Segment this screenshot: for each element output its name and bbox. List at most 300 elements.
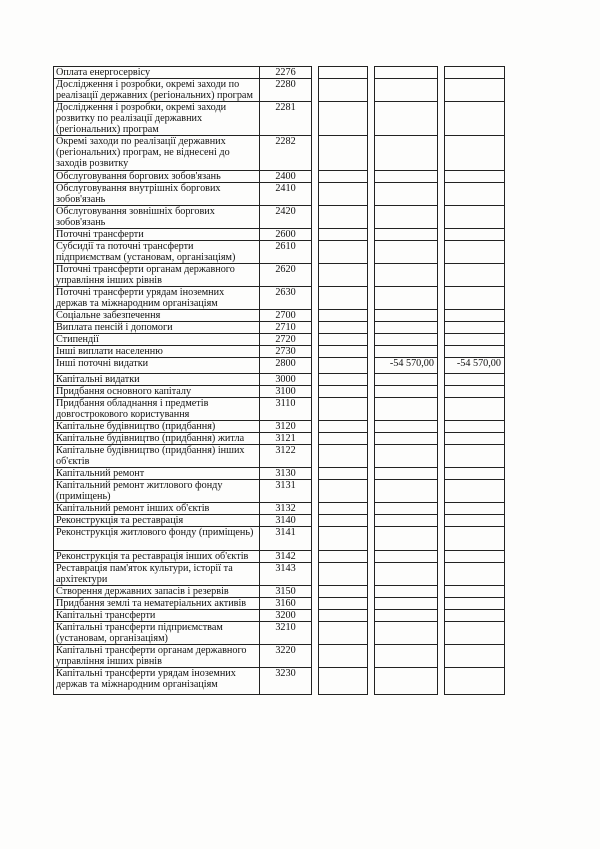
column-gap bbox=[368, 358, 375, 374]
amount-cell-1 bbox=[319, 421, 368, 433]
amount-cell-1 bbox=[319, 264, 368, 287]
column-gap bbox=[368, 598, 375, 610]
expense-code-cell: 3000 bbox=[260, 374, 312, 386]
expense-code-cell: 2420 bbox=[260, 206, 312, 229]
table-row bbox=[54, 136, 505, 171]
expense-name-cell: Поточні трансферти bbox=[54, 229, 260, 241]
column-gap bbox=[368, 445, 375, 468]
expense-code-cell: 3110 bbox=[260, 398, 312, 421]
amount-cell-2 bbox=[375, 503, 438, 515]
amount-cell-1 bbox=[319, 102, 368, 136]
column-gap bbox=[438, 102, 445, 136]
column-gap bbox=[438, 468, 445, 480]
expense-name-cell: Поточні трансферти органам державного управління інших рівнів bbox=[54, 264, 260, 287]
amount-cell-3 bbox=[445, 322, 505, 334]
column-gap bbox=[368, 183, 375, 206]
amount-cell-2 bbox=[375, 310, 438, 322]
column-gap bbox=[368, 480, 375, 503]
amount-cell-3 bbox=[445, 310, 505, 322]
expense-code-cell: 3121 bbox=[260, 433, 312, 445]
expense-code-cell: 2700 bbox=[260, 310, 312, 322]
amount-cell-2 bbox=[375, 67, 438, 79]
expense-name-cell: Капітальне будівництво (придбання) житла bbox=[54, 433, 260, 445]
amount-cell-3 bbox=[445, 668, 505, 695]
expense-name-cell: Соціальне забезпечення bbox=[54, 310, 260, 322]
amount-cell-3 bbox=[445, 241, 505, 264]
expense-code-cell: 2610 bbox=[260, 241, 312, 264]
amount-cell-1 bbox=[319, 503, 368, 515]
amount-cell-1 bbox=[319, 229, 368, 241]
amount-cell-2 bbox=[375, 241, 438, 264]
column-gap bbox=[368, 346, 375, 358]
expense-name-cell: Обслуговування зовнішніх боргових зобов'язань bbox=[54, 206, 260, 229]
expense-code-cell: 3131 bbox=[260, 480, 312, 503]
expense-name-cell: Придбання основного капіталу bbox=[54, 386, 260, 398]
amount-cell-1 bbox=[319, 645, 368, 668]
expense-name-cell: Створення державних запасів і резервів bbox=[54, 586, 260, 598]
amount-cell-1 bbox=[319, 241, 368, 264]
table-row bbox=[54, 374, 505, 386]
column-gap bbox=[312, 503, 319, 515]
column-gap bbox=[438, 229, 445, 241]
expense-name-cell: Реконструкція та реставрація bbox=[54, 515, 260, 527]
column-gap bbox=[368, 610, 375, 622]
column-gap bbox=[312, 229, 319, 241]
column-gap bbox=[438, 586, 445, 598]
column-gap bbox=[312, 374, 319, 386]
table-row bbox=[54, 241, 505, 264]
amount-cell-3: -54 570,00 bbox=[445, 358, 505, 374]
expense-code-cell: 2400 bbox=[260, 171, 312, 183]
amount-cell-1 bbox=[319, 287, 368, 310]
expense-code-cell: 2276 bbox=[260, 67, 312, 79]
column-gap bbox=[368, 171, 375, 183]
table-row bbox=[54, 527, 505, 551]
expense-code-cell: 3150 bbox=[260, 586, 312, 598]
column-gap bbox=[368, 515, 375, 527]
amount-cell-3 bbox=[445, 102, 505, 136]
column-gap bbox=[312, 79, 319, 102]
amount-cell-1 bbox=[319, 386, 368, 398]
amount-cell-1 bbox=[319, 136, 368, 171]
amount-cell-3 bbox=[445, 67, 505, 79]
column-gap bbox=[368, 645, 375, 668]
column-gap bbox=[438, 445, 445, 468]
column-gap bbox=[368, 668, 375, 695]
expense-name-cell: Дослідження і розробки, окремі заходи по реалізації державних (регіональних) програм bbox=[54, 79, 260, 102]
expense-name-cell: Інші поточні видатки bbox=[54, 358, 260, 374]
column-gap bbox=[438, 622, 445, 645]
column-gap bbox=[438, 79, 445, 102]
amount-cell-1 bbox=[319, 310, 368, 322]
amount-cell-3 bbox=[445, 433, 505, 445]
column-gap bbox=[438, 515, 445, 527]
column-gap bbox=[312, 287, 319, 310]
amount-cell-2 bbox=[375, 287, 438, 310]
column-gap bbox=[438, 346, 445, 358]
expense-name-cell: Реставрація пам'яток культури, історії та архітектури bbox=[54, 563, 260, 586]
column-gap bbox=[312, 586, 319, 598]
amount-cell-1 bbox=[319, 79, 368, 102]
amount-cell-1 bbox=[319, 171, 368, 183]
expense-name-cell: Капітальне будівництво (придбання) bbox=[54, 421, 260, 433]
amount-cell-3 bbox=[445, 374, 505, 386]
column-gap bbox=[368, 386, 375, 398]
column-gap bbox=[438, 136, 445, 171]
table-row bbox=[54, 346, 505, 358]
table-row bbox=[54, 398, 505, 421]
expense-name-cell: Обслуговування внутрішніх боргових зобов'язань bbox=[54, 183, 260, 206]
expense-name-cell: Оплата енергосервісу bbox=[54, 67, 260, 79]
amount-cell-2 bbox=[375, 322, 438, 334]
expense-code-cell: 3143 bbox=[260, 563, 312, 586]
column-gap bbox=[312, 515, 319, 527]
amount-cell-3 bbox=[445, 563, 505, 586]
amount-cell-2 bbox=[375, 183, 438, 206]
table-row bbox=[54, 468, 505, 480]
amount-cell-2 bbox=[375, 551, 438, 563]
amount-cell-3 bbox=[445, 287, 505, 310]
amount-cell-2 bbox=[375, 264, 438, 287]
amount-cell-2 bbox=[375, 622, 438, 645]
amount-cell-1 bbox=[319, 598, 368, 610]
column-gap bbox=[438, 551, 445, 563]
amount-cell-1 bbox=[319, 563, 368, 586]
expense-code-cell: 3230 bbox=[260, 668, 312, 695]
amount-cell-3 bbox=[445, 79, 505, 102]
amount-cell-1 bbox=[319, 515, 368, 527]
amount-cell-3 bbox=[445, 527, 505, 551]
expense-code-cell: 2282 bbox=[260, 136, 312, 171]
amount-cell-2 bbox=[375, 334, 438, 346]
expense-code-cell: 3100 bbox=[260, 386, 312, 398]
column-gap bbox=[438, 527, 445, 551]
amount-cell-3 bbox=[445, 334, 505, 346]
amount-cell-2 bbox=[375, 433, 438, 445]
column-gap bbox=[312, 421, 319, 433]
expense-code-cell: 3210 bbox=[260, 622, 312, 645]
table-row bbox=[54, 551, 505, 563]
table-row bbox=[54, 287, 505, 310]
table-row bbox=[54, 480, 505, 503]
column-gap bbox=[312, 241, 319, 264]
table-row bbox=[54, 358, 505, 374]
table-row bbox=[54, 183, 505, 206]
column-gap bbox=[312, 445, 319, 468]
expense-name-cell: Придбання землі та нематеріальних активів bbox=[54, 598, 260, 610]
amount-cell-2: -54 570,00 bbox=[375, 358, 438, 374]
column-gap bbox=[368, 468, 375, 480]
amount-cell-3 bbox=[445, 480, 505, 503]
column-gap bbox=[438, 421, 445, 433]
amount-cell-1 bbox=[319, 206, 368, 229]
amount-cell-2 bbox=[375, 668, 438, 695]
table-row bbox=[54, 310, 505, 322]
amount-cell-3 bbox=[445, 398, 505, 421]
expense-name-cell: Капітальні трансферти органам державного управління інших рівнів bbox=[54, 645, 260, 668]
column-gap bbox=[312, 610, 319, 622]
expense-code-cell: 3120 bbox=[260, 421, 312, 433]
expense-name-cell: Дослідження і розробки, окремі заходи розвитку по реалізації державних (регіональних) програм bbox=[54, 102, 260, 136]
column-gap bbox=[312, 310, 319, 322]
amount-cell-3 bbox=[445, 551, 505, 563]
expense-name-cell: Капітальні трансферти урядам іноземних держав та міжнародним організаціям bbox=[54, 668, 260, 695]
column-gap bbox=[438, 645, 445, 668]
amount-cell-1 bbox=[319, 374, 368, 386]
expense-name-cell: Капітальний ремонт житлового фонду (приміщень) bbox=[54, 480, 260, 503]
expense-code-cell: 2720 bbox=[260, 334, 312, 346]
table-row bbox=[54, 322, 505, 334]
amount-cell-3 bbox=[445, 586, 505, 598]
amount-cell-1 bbox=[319, 480, 368, 503]
expense-code-cell: 3200 bbox=[260, 610, 312, 622]
column-gap bbox=[312, 334, 319, 346]
amount-cell-3 bbox=[445, 206, 505, 229]
amount-cell-3 bbox=[445, 346, 505, 358]
expense-code-cell: 3140 bbox=[260, 515, 312, 527]
table-row bbox=[54, 102, 505, 136]
amount-cell-1 bbox=[319, 183, 368, 206]
table-row bbox=[54, 445, 505, 468]
table-row bbox=[54, 67, 505, 79]
expense-name-cell: Капітальні трансферти підприємствам (установам, організаціям) bbox=[54, 622, 260, 645]
column-gap bbox=[312, 598, 319, 610]
column-gap bbox=[312, 622, 319, 645]
amount-cell-3 bbox=[445, 645, 505, 668]
column-gap bbox=[368, 421, 375, 433]
table-row bbox=[54, 503, 505, 515]
column-gap bbox=[312, 183, 319, 206]
amount-cell-1 bbox=[319, 433, 368, 445]
column-gap bbox=[438, 598, 445, 610]
table-row bbox=[54, 421, 505, 433]
table-row bbox=[54, 334, 505, 346]
expense-code-cell: 3122 bbox=[260, 445, 312, 468]
amount-cell-1 bbox=[319, 398, 368, 421]
amount-cell-2 bbox=[375, 346, 438, 358]
expense-name-cell: Поточні трансферти урядам іноземних держав та міжнародним організаціям bbox=[54, 287, 260, 310]
column-gap bbox=[438, 334, 445, 346]
amount-cell-1 bbox=[319, 322, 368, 334]
column-gap bbox=[368, 322, 375, 334]
column-gap bbox=[368, 334, 375, 346]
amount-cell-3 bbox=[445, 468, 505, 480]
amount-cell-2 bbox=[375, 468, 438, 480]
column-gap bbox=[438, 183, 445, 206]
expense-name-cell: Стипендії bbox=[54, 334, 260, 346]
expense-name-cell: Субсидії та поточні трансферти підприємствам (установам, організаціям) bbox=[54, 241, 260, 264]
expense-code-cell: 2280 bbox=[260, 79, 312, 102]
column-gap bbox=[368, 206, 375, 229]
expense-code-cell: 2730 bbox=[260, 346, 312, 358]
column-gap bbox=[368, 551, 375, 563]
table-row bbox=[54, 610, 505, 622]
column-gap bbox=[438, 374, 445, 386]
amount-cell-2 bbox=[375, 79, 438, 102]
column-gap bbox=[438, 433, 445, 445]
amount-cell-1 bbox=[319, 334, 368, 346]
expense-name-cell: Капітальний ремонт інших об'єктів bbox=[54, 503, 260, 515]
column-gap bbox=[312, 264, 319, 287]
column-gap bbox=[368, 67, 375, 79]
expense-name-cell: Обслуговування боргових зобов'язань bbox=[54, 171, 260, 183]
expense-name-cell: Інші виплати населенню bbox=[54, 346, 260, 358]
column-gap bbox=[438, 322, 445, 334]
column-gap bbox=[312, 322, 319, 334]
column-gap bbox=[438, 480, 445, 503]
expense-name-cell: Капітальні трансферти bbox=[54, 610, 260, 622]
amount-cell-2 bbox=[375, 386, 438, 398]
amount-cell-1 bbox=[319, 346, 368, 358]
table-row bbox=[54, 386, 505, 398]
table-row bbox=[54, 622, 505, 645]
column-gap bbox=[312, 668, 319, 695]
table-row bbox=[54, 563, 505, 586]
column-gap bbox=[438, 241, 445, 264]
table-row bbox=[54, 79, 505, 102]
table-row bbox=[54, 515, 505, 527]
amount-cell-1 bbox=[319, 551, 368, 563]
amount-cell-3 bbox=[445, 264, 505, 287]
expense-name-cell: Окремі заходи по реалізації державних (регіональних) програм, не віднесені до заходів розвитку bbox=[54, 136, 260, 171]
expense-name-cell: Капітальне будівництво (придбання) інших об'єктів bbox=[54, 445, 260, 468]
column-gap bbox=[368, 79, 375, 102]
amount-cell-2 bbox=[375, 515, 438, 527]
column-gap bbox=[312, 551, 319, 563]
expense-code-cell: 2800 bbox=[260, 358, 312, 374]
column-gap bbox=[368, 136, 375, 171]
amount-cell-3 bbox=[445, 610, 505, 622]
column-gap bbox=[438, 386, 445, 398]
amount-cell-1 bbox=[319, 527, 368, 551]
expense-name-cell: Придбання обладнання і предметів довгострокового користування bbox=[54, 398, 260, 421]
column-gap bbox=[438, 287, 445, 310]
amount-cell-2 bbox=[375, 598, 438, 610]
amount-cell-2 bbox=[375, 586, 438, 598]
column-gap bbox=[312, 102, 319, 136]
amount-cell-3 bbox=[445, 515, 505, 527]
table-row bbox=[54, 171, 505, 183]
expense-code-cell: 2281 bbox=[260, 102, 312, 136]
amount-cell-2 bbox=[375, 645, 438, 668]
column-gap bbox=[312, 468, 319, 480]
column-gap bbox=[312, 398, 319, 421]
amount-cell-1 bbox=[319, 67, 368, 79]
column-gap bbox=[312, 358, 319, 374]
expense-name-cell: Реконструкція житлового фонду (приміщень) bbox=[54, 527, 260, 551]
amount-cell-2 bbox=[375, 445, 438, 468]
expense-code-cell: 2620 bbox=[260, 264, 312, 287]
column-gap bbox=[312, 433, 319, 445]
column-gap bbox=[312, 171, 319, 183]
expense-code-cell: 2710 bbox=[260, 322, 312, 334]
amount-cell-2 bbox=[375, 374, 438, 386]
table-row bbox=[54, 264, 505, 287]
amount-cell-1 bbox=[319, 668, 368, 695]
column-gap bbox=[368, 102, 375, 136]
table-row bbox=[54, 586, 505, 598]
amount-cell-2 bbox=[375, 102, 438, 136]
amount-cell-3 bbox=[445, 445, 505, 468]
expense-code-cell: 3141 bbox=[260, 527, 312, 551]
table-row bbox=[54, 229, 505, 241]
table-row bbox=[54, 598, 505, 610]
expense-name-cell: Реконструкція та реставрація інших об'єктів bbox=[54, 551, 260, 563]
column-gap bbox=[438, 358, 445, 374]
amount-cell-1 bbox=[319, 468, 368, 480]
amount-cell-2 bbox=[375, 610, 438, 622]
column-gap bbox=[368, 241, 375, 264]
column-gap bbox=[438, 668, 445, 695]
table-row bbox=[54, 433, 505, 445]
amount-cell-1 bbox=[319, 358, 368, 374]
amount-cell-1 bbox=[319, 622, 368, 645]
column-gap bbox=[438, 398, 445, 421]
expense-code-cell: 2410 bbox=[260, 183, 312, 206]
expense-code-cell: 3160 bbox=[260, 598, 312, 610]
amount-cell-2 bbox=[375, 563, 438, 586]
column-gap bbox=[368, 527, 375, 551]
budget-expenditure-table bbox=[53, 66, 505, 695]
column-gap bbox=[438, 563, 445, 586]
column-gap bbox=[438, 310, 445, 322]
amount-cell-1 bbox=[319, 586, 368, 598]
expense-code-cell: 3142 bbox=[260, 551, 312, 563]
column-gap bbox=[312, 136, 319, 171]
amount-cell-3 bbox=[445, 136, 505, 171]
amount-cell-2 bbox=[375, 527, 438, 551]
column-gap bbox=[312, 480, 319, 503]
column-gap bbox=[312, 386, 319, 398]
amount-cell-3 bbox=[445, 183, 505, 206]
column-gap bbox=[438, 264, 445, 287]
amount-cell-2 bbox=[375, 398, 438, 421]
column-gap bbox=[368, 287, 375, 310]
column-gap bbox=[368, 503, 375, 515]
amount-cell-2 bbox=[375, 171, 438, 183]
amount-cell-3 bbox=[445, 386, 505, 398]
column-gap bbox=[438, 610, 445, 622]
amount-cell-3 bbox=[445, 598, 505, 610]
column-gap bbox=[438, 206, 445, 229]
amount-cell-3 bbox=[445, 229, 505, 241]
amount-cell-2 bbox=[375, 136, 438, 171]
expense-code-cell: 2600 bbox=[260, 229, 312, 241]
column-gap bbox=[438, 67, 445, 79]
column-gap bbox=[368, 264, 375, 287]
expense-name-cell: Капітальні видатки bbox=[54, 374, 260, 386]
column-gap bbox=[438, 503, 445, 515]
amount-cell-1 bbox=[319, 610, 368, 622]
expense-code-cell: 3220 bbox=[260, 645, 312, 668]
amount-cell-2 bbox=[375, 206, 438, 229]
amount-cell-2 bbox=[375, 421, 438, 433]
column-gap bbox=[368, 433, 375, 445]
table-row bbox=[54, 645, 505, 668]
amount-cell-3 bbox=[445, 622, 505, 645]
amount-cell-3 bbox=[445, 421, 505, 433]
table-row bbox=[54, 206, 505, 229]
column-gap bbox=[368, 310, 375, 322]
column-gap bbox=[312, 206, 319, 229]
table-body bbox=[54, 67, 505, 695]
column-gap bbox=[368, 374, 375, 386]
table-row bbox=[54, 668, 505, 695]
expense-name-cell: Виплата пенсій і допомоги bbox=[54, 322, 260, 334]
column-gap bbox=[368, 622, 375, 645]
column-gap bbox=[368, 563, 375, 586]
expense-code-cell: 3130 bbox=[260, 468, 312, 480]
